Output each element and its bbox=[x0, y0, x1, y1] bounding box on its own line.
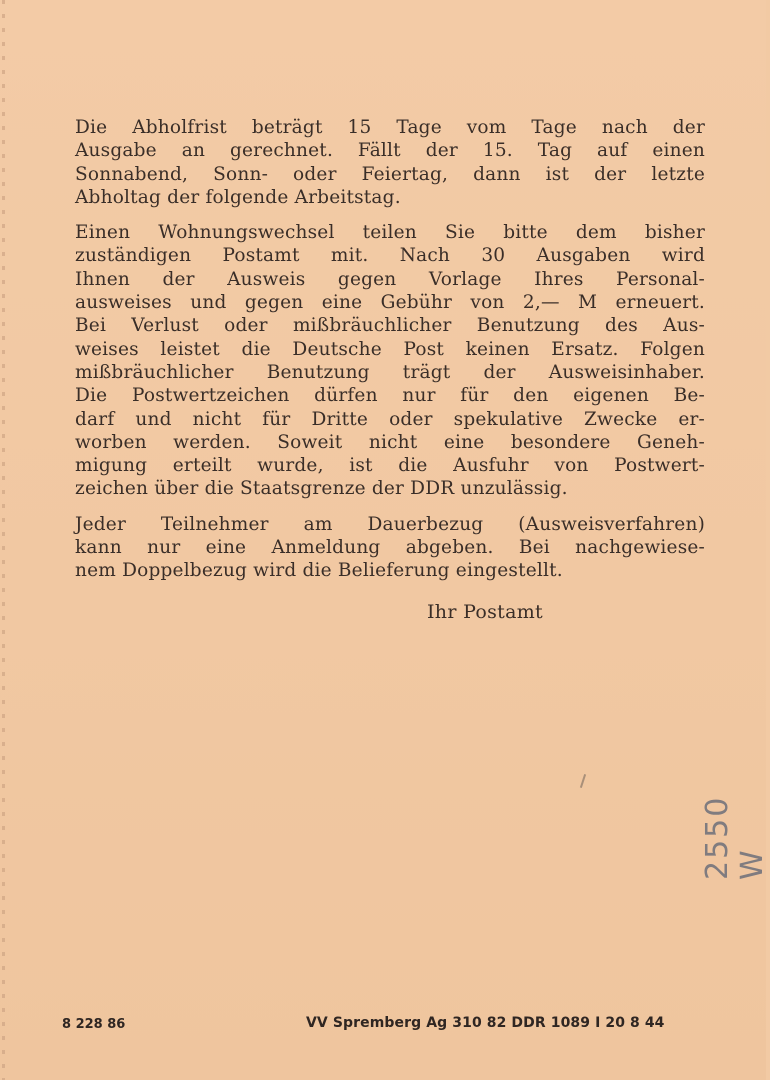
text-line: zuständigen Postamt mit. Nach 30 Ausgaben wird bbox=[75, 245, 705, 267]
text-line: Bei Verlust oder mißbräuchlicher Benutzung des Aus- bbox=[75, 315, 705, 337]
text-line: migung erteilt wurde, ist die Ausfuhr von Postwert- bbox=[75, 455, 705, 477]
text-line: Die Postwertzeichen dürfen nur für den eigenen Be- bbox=[75, 385, 705, 407]
text-line: weises leistet die Deutsche Post keinen Ersatz. Folgen bbox=[75, 338, 705, 360]
paragraph-pickup-period bbox=[75, 116, 705, 209]
text-line: Ihnen der Ausweis gegen Vorlage Ihres Personal- bbox=[75, 268, 705, 290]
perforation-edge bbox=[2, 0, 5, 1080]
paragraph-subscription bbox=[75, 513, 705, 583]
form-number: 8 228 86 bbox=[62, 1017, 126, 1032]
text-line: ausweises und gegen eine Gebühr von 2,— M erneuert. bbox=[75, 292, 705, 314]
text-line: Die Abholfrist beträgt 15 Tage vom Tage nach der bbox=[75, 117, 705, 138]
text-line: mißbräuchlicher Benutzung trägt der Ausweisinhaber. bbox=[75, 361, 705, 383]
paragraph-address-change bbox=[75, 221, 705, 501]
signature-postamt: Ihr Postamt bbox=[427, 601, 543, 623]
text-line: Einen Wohnungswechsel teilen Sie bitte dem bisher bbox=[75, 222, 705, 244]
print-note: VV Spremberg Ag 310 82 DDR 1089 I 20 8 44 bbox=[306, 1015, 665, 1031]
text-line: Sonnabend, Sonn- oder Feiertag, dann ist der letzte bbox=[75, 163, 705, 185]
text-line: worben werden. Soweit nicht eine besondere Geneh- bbox=[75, 431, 705, 453]
body-text bbox=[75, 116, 705, 595]
text-line: Jeder Teilnehmer am Dauerbezug (Ausweisverfahren) bbox=[75, 513, 705, 535]
handwritten-note: 2550 W bbox=[700, 795, 770, 880]
text-line: Abholtag der folgende Arbeitstag. bbox=[75, 186, 401, 208]
pen-mark bbox=[580, 774, 586, 788]
text-line: kann nur eine Anmeldung abgeben. Bei nachgewiese- bbox=[75, 537, 705, 559]
text-line: Ausgabe an gerechnet. Fällt der 15. Tag auf einen bbox=[75, 140, 705, 162]
text-line: nem Doppelbezug wird die Belieferung eingestellt. bbox=[75, 560, 563, 582]
text-line: zeichen über die Staatsgrenze der DDR unzulässig. bbox=[75, 478, 568, 500]
text-line: darf und nicht für Dritte oder spekulative Zwecke er- bbox=[75, 408, 705, 430]
